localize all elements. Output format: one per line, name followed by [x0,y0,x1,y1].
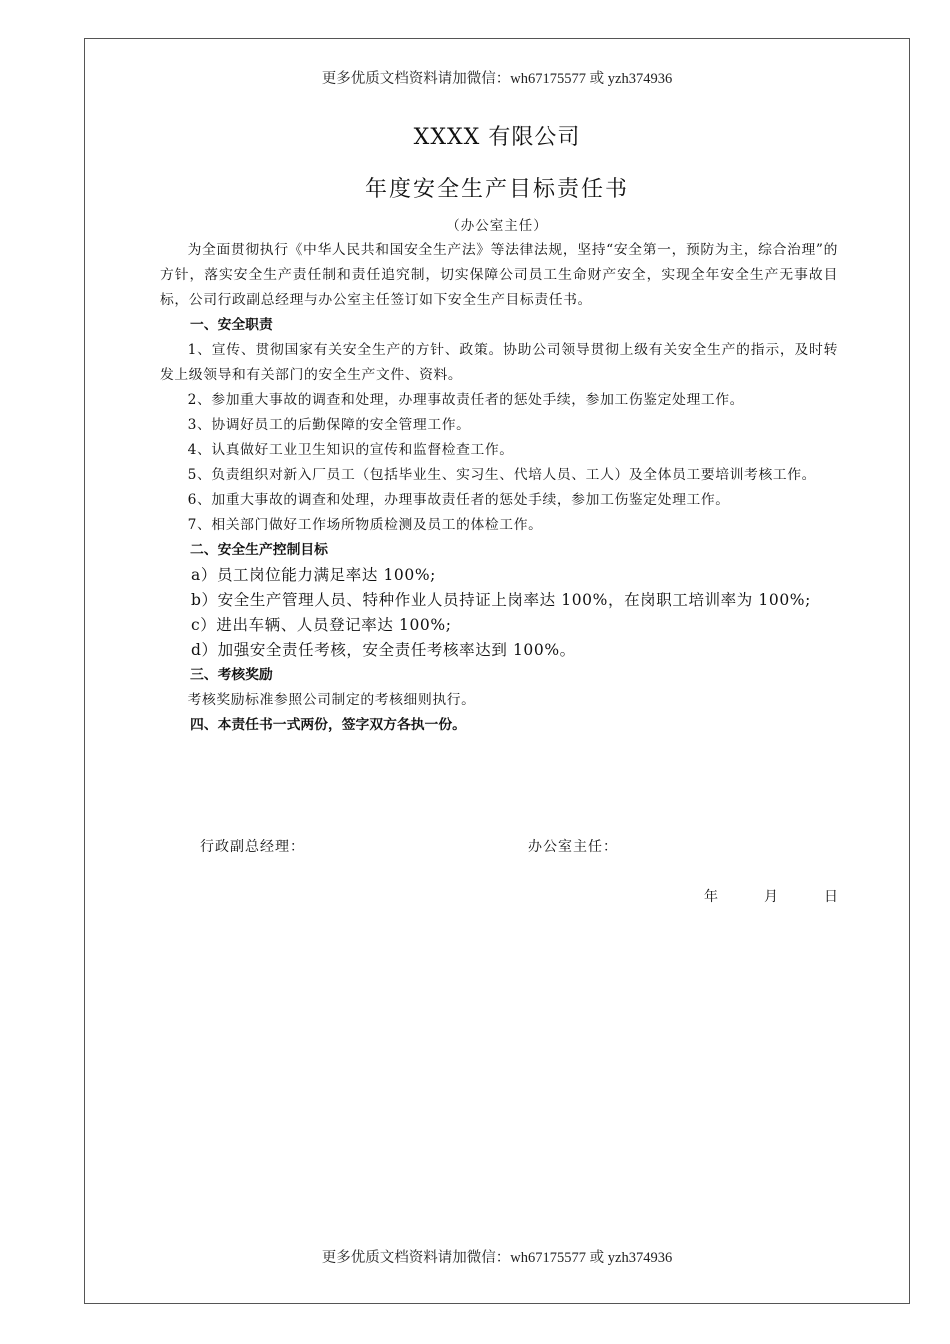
duty-item: 6、加重大事故的调查和处理，办理事故责任者的惩处手续，参加工伤鉴定处理工作。 [187,492,730,508]
document-subtitle: （办公室主任） [446,218,548,234]
target-item: d）加强安全责任考核，安全责任考核率达到 100%。 [191,641,576,659]
header-note: 更多优质文档资料请加微信：wh67175577 或 yzh374936 [321,71,673,87]
section-heading-targets: 二、安全生产控制目标 [190,542,328,558]
duty-item: 4、认真做好工业卫生知识的宣传和监督检查工作。 [187,442,514,458]
signature-label-vice-gm: 行政副总经理： [200,839,305,855]
document-body [160,238,838,738]
target-item: a）员工岗位能力满足率达 100%; [191,566,437,584]
rewards-text: 考核奖励标准参照公司制定的考核细则执行。 [187,692,476,708]
intro-paragraph: 为全面贯彻执行《中华人民共和国安全生产法》等法律法规，坚持“安全第一，预防为主，综合治理”的方针，落实安全生产责任制和责任追究制，切实保障公司员工生命财产安全，实现全年安全生产无事故目标，公司行政副总经理与办公室主任签订如下安全生产目标责任书。 [160,242,838,308]
duty-item: 2、参加重大事故的调查和处理，办理事故责任者的惩处手续，参加工伤鉴定处理工作。 [187,392,745,408]
document-title: 年度安全生产目标责任书 [364,177,629,202]
signature-label-office-director: 办公室主任： [528,839,618,855]
duty-item: 1、宣传、贯彻国家有关安全生产的方针、政策。协助公司领导贯彻上级有关安全生产的指示，及时转发上级领导和有关部门的安全生产文件、资料。 [160,342,838,383]
footer-note: 更多优质文档资料请加微信：wh67175577 或 yzh374936 [321,1250,673,1266]
target-item: c）进出车辆、人员登记率达 100%; [191,616,452,634]
section-heading-duties: 一、安全职责 [190,317,273,333]
section-heading-copies: 四、本责任书一式两份，签字双方各执一份。 [190,717,466,733]
date-day-label: 日 [824,889,838,905]
section-heading-rewards: 三、考核奖励 [190,667,273,683]
date-month-label: 月 [764,889,778,905]
company-name: XXXX 有限公司 [413,125,581,150]
date-year-label: 年 [704,889,718,905]
duty-item: 7、相关部门做好工作场所物质检测及员工的体检工作。 [187,517,543,533]
target-item: b）安全生产管理人员、特种作业人员持证上岗率达 100%，在岗职工培训率为 100%; [191,591,811,609]
duty-item: 5、负责组织对新入厂员工（包括毕业生、实习生、代培人员、工人）及全体员工要培训考核工作。 [187,467,817,483]
date-line [704,886,838,906]
duty-item: 3、协调好员工的后勤保障的安全管理工作。 [187,417,471,433]
